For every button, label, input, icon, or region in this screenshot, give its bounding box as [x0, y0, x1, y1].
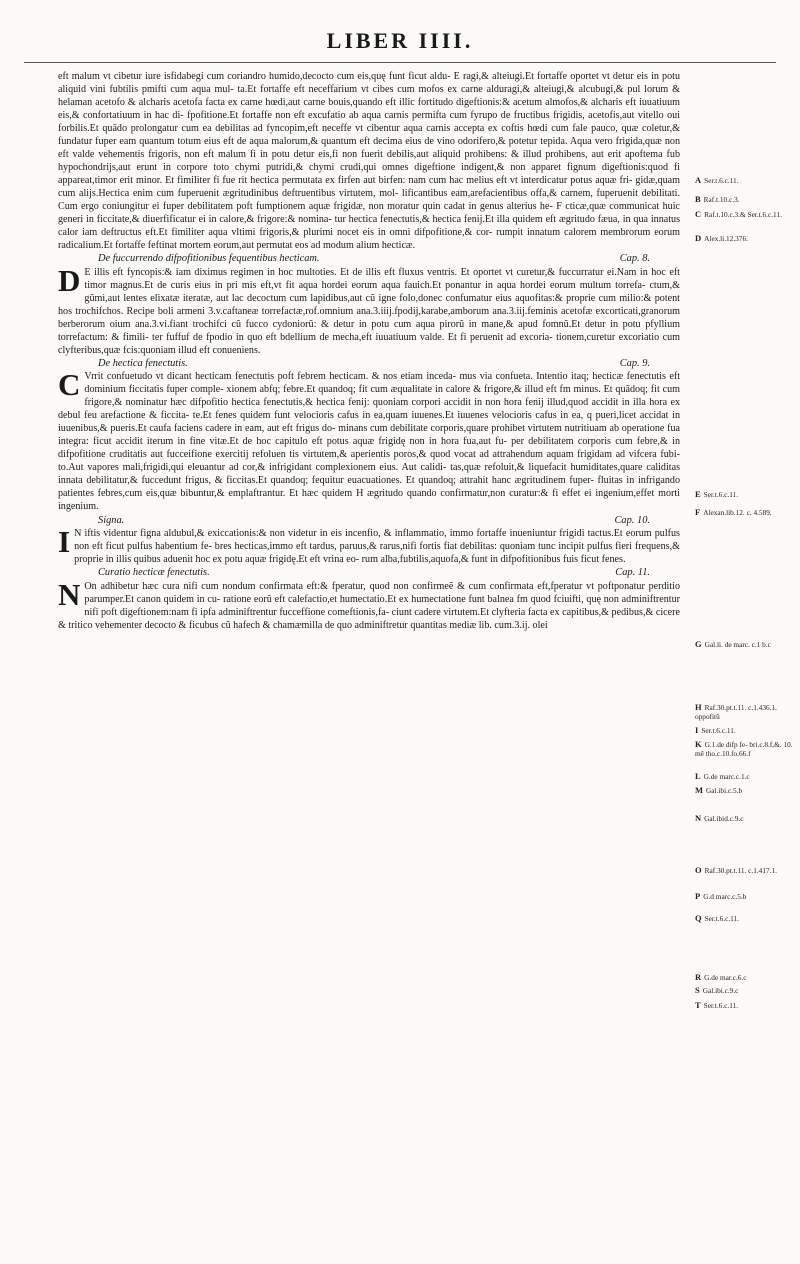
drop-cap: D — [58, 262, 81, 298]
section-title: De hectica fenectutis. — [98, 357, 188, 369]
margin-note: D Alex.li.12.376. — [695, 233, 748, 243]
margin-note: L G.de marc.c.1.c — [695, 771, 750, 781]
section-title: De fuccurrendo difpofitionibus fequentibus hecticam. — [98, 253, 320, 265]
margin-note: A Ser.t.6.c.11. — [695, 175, 739, 185]
section-title: Signa. — [98, 514, 125, 526]
margin-note: B Raf.t.10.c.3. — [695, 194, 740, 204]
running-header — [0, 28, 800, 54]
chapter-number: Cap. 11. — [615, 567, 650, 579]
chapter-number: Cap. 9. — [619, 357, 650, 369]
main-text-block — [58, 70, 680, 632]
margin-note: H Raf.30.pt.t.11. c.1.436.1. oppofitũ — [695, 702, 777, 722]
section-text — [58, 262, 680, 357]
margin-note: O Raf.30.pt.t.11. c.1.417.1. — [695, 865, 777, 875]
section-heading — [58, 514, 680, 528]
margin-note: E Ser.t.6.c.11. — [695, 489, 739, 499]
section-body: Vrrit confuetudo vt dicant hecticam fenectutis poft febrem hecticam. & nos etiam inceda- mus via confueta. Intentio itaq; hecticæ fenectutis eft dominium ficcitatis fuper comple- xionem abfq; febre.Et quandoq; fit cum æqualitate in calore & frigore,& illud eft fm minus. Et quãdoq; fit cum frigore,& nominatur hæc difpofitio hectica fenectutis,& hectica fenij: quoniam corpori accidit in non hora fenij illud,quod accidit in illa hora ex debul feu arefactione & ficcita- te.Et fenes quidem funt velocioris cafus in ea,quam iuuenes.Et iuuenes velocioris cafus in ea, q pueri,licet accidat in iuuenibus,& pueris.Et caufa faciens cadere in eam, aut eft frigus do- minans cum debilitate corporis,quare prohibet virtutem nutritiuam ab operatione fua integra: ficut accidit iterum in fine vitæ.Et de hoc capitulo eft potus aquæ frigidę non in hora fua,aut fu- per debilitatem corporis cum febre,& in difpofitione cruditatis aut fucceifione exercitij refoluen tis virtutem,& aperientis poros,& quod vocat ad attrahendum aquam frigidam ad vifcera fubi- to.Aut vapores mali,frigidi,qui eleuantur ad cor,& infrigidant complexionem eius. Aut calidi- tas,quæ refoluit,& liquefacit humiditates,quare caliditas innata debilitatur,& fuccedunt frigus, & ficcitas.Et quandoq; fequitur euacuationes. Et quandoq; attrahit hanc ægritudinem fuper- fluitas in infrigando patientes febres,cum eis,quæ bibuntur,& emplaftrantur. Et hæc quidem H ægritudo quando confirmatur,non curatur:& fi effet ei ingenium,effet morti ingenium. — [58, 371, 680, 513]
section-heading — [58, 357, 680, 371]
chapter-number: Cap. 8. — [619, 253, 650, 265]
section-body: E illis eft fyncopis:& iam diximus regimen in hoc multoties. Et de illis eft fluxus ventris. Et oportet vt curetur,& fuccurratur ei.Nam in hoc eft timor magnus.Et de curis eius in pri mis eft,vt fit aqua hordei eorum aqua fauich.Et ponantur in aqua hordei eorum multum torrefa- ctum,& gũmi,aut lentes elixatæ iteratæ, aut lac decoctum cum lapidibus,aut cũ igne folo,donec confumatur eius aquofitas:& proprie cum milio:& potent hos trochifchos. Recipe boli armeni 3.v.caftaneæ torrefactæ,rof.omnium ana.3.iiij.fpodij,karabe,amborum ana.3.iij.feminis acetofæ excorticati,granorum berberorum oium ana.3.vi.fiant trochifci cũ fucco cydoniorũ: & detur in potu cum aqua pirorũ in mane,& apud fomnũ.Et detur in potu pfyllium torrefactum: & fimili- ter fuffuf de fpodio in quo eft bdellium de mecha,eft iuuatiuum valde. Et fi peruenit ad excoria- tionem,curetur excoriatio cum clyfteribus,quæ fcis:quoniam illud eft conueniens. — [58, 266, 680, 356]
drop-cap: N — [58, 576, 81, 612]
margin-note: T Ser.t.6.c.11. — [695, 1000, 739, 1010]
margin-note: Q Ser.t.6.c.11. — [695, 913, 740, 923]
drop-cap: I — [58, 524, 71, 559]
margin-note: P G.d marc.c.5.b — [695, 891, 747, 901]
header-rule — [24, 62, 776, 63]
section-heading — [58, 252, 680, 266]
chapter-number: Cap. 10. — [614, 514, 650, 526]
page-title: LIBER IIII. — [326, 28, 474, 53]
margin-note: N Gal.ibid.c.9.c — [695, 813, 744, 823]
margin-note: F Alexan.lib.12. c. 4.589. — [695, 507, 772, 517]
section-text — [58, 524, 680, 566]
section-body: N iftis videntur figna aldubul,& exiccationis:& non videtur in eis incenfio, & inflammatio, immo fortaffe inueniuntur frigidi tactus.Et eorum pulfus non eft ficut pulfus habentium fe- bres hecticas,immo eft tardus, paruus,& rarus,nifi fortis fiat debilitas: quoniam tunc incipit pulfus fieri frequens,& proprie in illis quibus aduenit hoc ex potu aquæ frigidę.Et eft vrina eo- rum alba,fubtilis,aquofa,& funt in difpofitionibus fuis ficut fenes. — [74, 528, 680, 566]
margin-note: R G.de mar.c.6.c — [695, 972, 747, 982]
margin-note: S Gal.ibi.c.9.c — [695, 985, 739, 995]
margin-note: C Raf.t.10.c.3.& Ser.t.6.c.11. — [695, 209, 782, 219]
section-title: Curatio hecticæ fenectutis. — [98, 567, 210, 579]
paragraph: eft malum vt cibetur iure isfidabegi cum coriandro humido,decocto cum eis,quę funt ficut aldu- E ragi,& alteiugi.Et fortaffe oportet vt detur eis in potu aliquid vini fubtilis pmifti cum aqua mul- ta.Et fortaffe eft neceffarium vt cibes cum mofos ex carne alduragi,& alteiugi,& alcubugi,& pul lorum & helaman acetofo & alcharis acetofa facta ex carne hœdi,aut carne bouis,quando eft illic fortitudo digeftionis:& acetum almofos,& alcharis eft iuuatiuum eis,& confortatiuum in hac di- fpofitione.Et fortaffe non eft excufatio ab aqua carnis permifta cum fyrupo de fructibus frigidis, acetofis,aut vitello oui forbilis.Et quãdo prolongatur cum ea debilitas ad fyncopim,eft neceffe vt cibentur aqua carnis accepta ex coftis hœdi cum fale pauco, quæ coletur,& fundatur fuper eam quantum totum eius eft de aqua malorum,& quantum eft decima eius de vino odorifero,& potetur tepida. Aqua vero frigida,quæ non eft valde vehementis frigoris, non eft malum fi in potu detur eis,fi non fuerit debilis,aut aliquid prohibens: & illud prohibens, aut erit apoftema fub hypochondrijs,aut erunt in corpore toto chymi putridi,& chymi crudi,qui omnes digeftione indigent,& non apparet fignum digeftionis:quod fi appareat,timor erit minor. Et fimiliter fi fue rit hectica permutata ex firfen aut birfen: nam cum hac melius eft vt interdicatur potus aquæ fri- gidæ,quam cum alijs.Hectica enim cum fuperuenit ægritudinibus deftruentibus virtutem, mol- lificantibus eam,arefacientibus offa,& carnem, fuperuenit debilitati. Cum ergo coniungitur ei fuper debilitatem poft fumptionem aquæ frigidæ, non moratur quin cadat in genus alterius he- F cticæ,quæ communicat huic generi in ficcitate,& diuerfificatur ei in calore,& frigore:& nomina- tur hectica fenectutis,& hectica fenij.Et illa quidem eft ægritudo fæua, in qua innatus calor iam deftructus eft.Et fimiliter aqua vltimi frigoris,& plurimi nocet eis in omni difpofitione,& cor- rumpit innatum calorem membrorum eorum radicalium.Et fortaffe feftinat mortem eorum,aut permutat eos ad modum alium hecticæ. — [58, 71, 680, 252]
section-text — [58, 367, 680, 513]
margin-note: M Gal.ibi.c.5.b — [695, 785, 743, 795]
section-body: On adhibetur hæc cura nifi cum nondum confirmata eft:& fperatur, quod non confirmeẽ & cum confirmata eft,fperatur vt poftponatur perditio parumper.Et canon quidem in cu- ratione eorũ eft calefactio,et humectatio.Et ex humectatione funt balnea fm quod fciuifti, quę non adminiftrentur nifi poft digeftionem:nam fi ipfa adminiftrentur fucceffione comeftionis,fa- ciunt cadere virtutem.Et clyfteria facta ex capitibus,& pedibus,& cicere & tritico vehementer decocto & ficubus cũ hafech & chamæmilla de quo adminiftretur quantitas mediæ lib. cum.3.ij. olei — [58, 580, 680, 631]
section-text — [58, 576, 680, 632]
margin-note: I Ser.t.6.c.11. — [695, 725, 736, 735]
margin-note: K G.1.de difp fe- bri.c.8.f,&. 10. mě tho.c.10.fo.66.f — [695, 739, 793, 759]
section-heading — [58, 566, 680, 580]
margin-note: G Gal.li. de marc. c.1 b.c — [695, 639, 771, 649]
drop-cap: C — [58, 367, 81, 403]
